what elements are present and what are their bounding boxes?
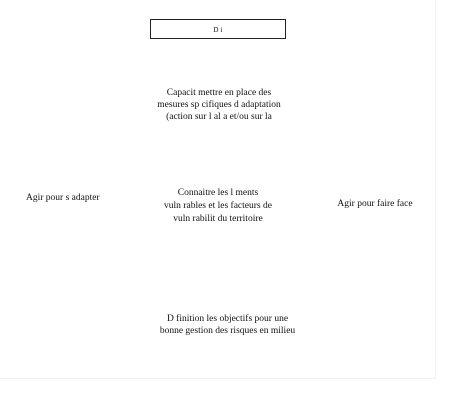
objectives-node: D finition les objectifs pour une bonne gestion des risques en milieu xyxy=(159,314,296,336)
diagram-title-box xyxy=(150,19,286,39)
face-node: Agir pour faire face xyxy=(337,199,413,209)
adapt-node: Agir pour s adapter xyxy=(26,193,100,203)
diagram-title: D i xyxy=(213,26,223,34)
vulnerability-node: Connaitre les l ments vuln rables et les facteurs de vuln rabilit du territoire xyxy=(164,188,272,224)
capacity-node: Capacit mettre en place des mesures sp cifiques d adaptation (action sur l al a et/ou sur la xyxy=(157,88,281,122)
